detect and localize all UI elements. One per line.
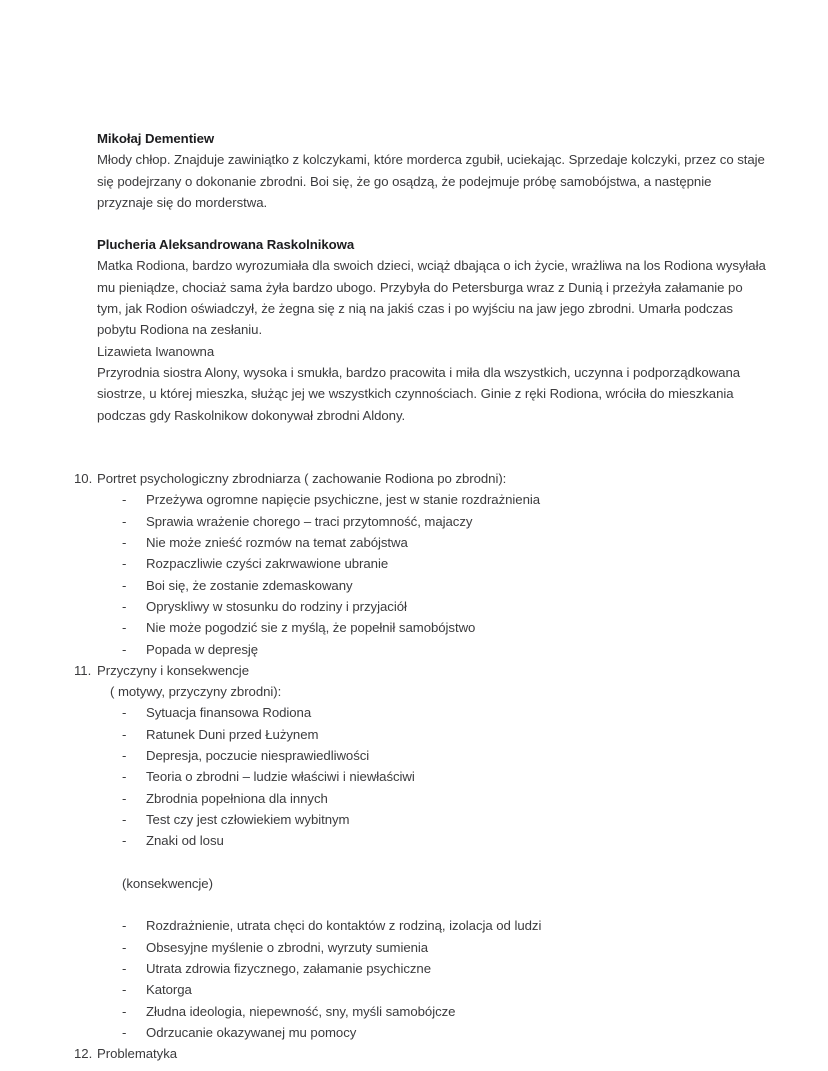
list-spacer <box>74 852 770 873</box>
list-item-text: Znaki od losu <box>146 833 224 849</box>
outline-number: 12. <box>74 1046 93 1062</box>
outline-number: 10. <box>74 471 93 487</box>
character-entry <box>97 234 770 340</box>
list-item <box>74 702 770 723</box>
dash-bullet-icon: - <box>122 748 127 764</box>
list-item-text: Teoria o zbrodni – ludzie właściwi i niewłaściwi <box>146 769 415 785</box>
list-item <box>74 745 770 766</box>
list-item-text: Rozpaczliwie czyści zakrwawione ubranie <box>146 556 389 572</box>
dash-bullet-icon: - <box>122 726 127 742</box>
dash-bullet-icon: - <box>122 492 127 508</box>
list-item-text: Sprawia wrażenie chorego – traci przytomność, majaczy <box>146 513 473 529</box>
character-description: Młody chłop. Znajduje zawiniątko z kolczykami, które morderca zgubił, uciekając. Sprzedaje kolczyki, przez co staje się podejrzany o dokonanie zbrodni. Boi się, że go osądzą, że podejmuje próbę samobójstwa, a następnie przyznaje się do morderstwa. <box>97 152 765 210</box>
outline-10-sublist <box>74 489 770 659</box>
outline-title: Portret psychologiczny zbrodniarza ( zachowanie Rodiona po zbrodni): <box>97 471 507 487</box>
list-item-text: Katorga <box>146 982 192 998</box>
dash-bullet-icon: - <box>122 939 127 955</box>
character-entry <box>97 128 770 213</box>
dash-bullet-icon: - <box>122 535 127 551</box>
list-item <box>74 915 770 936</box>
list-item <box>74 1022 770 1043</box>
list-item-text: Nie może pogodzić sie z myślą, że popełnił samobójstwo <box>146 620 476 636</box>
dash-bullet-icon: - <box>122 705 127 721</box>
list-item <box>74 617 770 638</box>
list-spacer <box>74 894 770 915</box>
outline-11-motives-list <box>74 702 770 851</box>
list-item <box>74 958 770 979</box>
list-item-text: Sytuacja finansowa Rodiona <box>146 705 312 721</box>
list-item-text: Przeżywa ogromne napięcie psychiczne, jest w stanie rozdrażnienia <box>146 492 541 508</box>
list-item <box>74 788 770 809</box>
character-name: Lizawieta Iwanowna <box>97 343 215 359</box>
list-item-text: Złudna ideologia, niepewność, sny, myśli samobójcze <box>146 1003 456 1019</box>
dash-bullet-icon: - <box>122 556 127 572</box>
list-item <box>74 724 770 745</box>
outline-item-10 <box>74 468 770 489</box>
dash-bullet-icon: - <box>122 641 127 657</box>
character-description: Matka Rodiona, bardzo wyrozumiała dla swoich dzieci, wciąż dbająca o ich życie, wrażliwa na los Rodiona wysyłała mu pieniądze, chociaż sama żyła bardzo ubogo. Przybyła do Petersburga wraz z Dunią i przeżyła załamanie po tym, jak Rodion oświadczył, że żegna się z nią na jakiś czas i po wyjściu na jaw jego zbrodni. Umarła podczas pobytu Rodiona na zesłaniu. <box>97 258 766 338</box>
consequences-label: (konsekwencje) <box>122 875 213 891</box>
list-item <box>74 489 770 510</box>
list-item-text: Zbrodnia popełniona dla innych <box>146 790 328 806</box>
list-item-text: Popada w depresję <box>146 641 259 657</box>
list-item <box>74 766 770 787</box>
list-item-text: Ratunek Duni przed Łużynem <box>146 726 319 742</box>
character-description: Przyrodnia siostra Alony, wysoka i smukła, bardzo pracowita i miła dla wszystkich, uczynna i podporządkowana siostrze, u której mieszka, służąc jej we wszystkich czynnościach. Ginie z ręki Rodiona, wróciła do mieszkania podczas gdy Raskolnikow dokonywał zbrodni Aldony. <box>97 364 741 423</box>
outline-title: Problematyka <box>97 1046 178 1062</box>
list-item-text: Boi się, że zostanie zdemaskowany <box>146 577 353 593</box>
list-item-text: Rozdrażnienie, utrata chęci do kontaktów z rodziną, izolacja od ludzi <box>146 918 542 934</box>
list-item-text: Odrzucanie okazywanej mu pomocy <box>146 1024 357 1040</box>
dash-bullet-icon: - <box>122 620 127 636</box>
dash-bullet-icon: - <box>122 577 127 593</box>
list-item <box>74 1001 770 1022</box>
list-item-text: Opryskliwy w stosunku do rodziny i przyjaciół <box>146 598 407 614</box>
list-item <box>74 809 770 830</box>
character-name: Plucheria Aleksandrowana Raskolnikowa <box>97 237 355 253</box>
list-item-text: Utrata zdrowia fizycznego, załamanie psychiczne <box>146 960 431 976</box>
character-entry <box>97 341 770 426</box>
document-body <box>74 128 770 1064</box>
dash-bullet-icon: - <box>122 769 127 785</box>
dash-bullet-icon: - <box>122 833 127 849</box>
dash-bullet-icon: - <box>122 811 127 827</box>
list-item <box>74 639 770 660</box>
outline-number: 11. <box>74 662 92 678</box>
list-item-text: Test czy jest człowiekiem wybitnym <box>146 811 350 827</box>
list-item <box>74 553 770 574</box>
list-item-text: Nie może znieść rozmów na temat zabójstwa <box>146 535 408 551</box>
dash-bullet-icon: - <box>122 960 127 976</box>
outline-11-consequences-list <box>74 915 770 1043</box>
list-item <box>74 596 770 617</box>
list-item <box>74 511 770 532</box>
list-item <box>74 830 770 851</box>
dash-bullet-icon: - <box>122 918 127 934</box>
character-name: Mikołaj Dementiew <box>97 131 215 146</box>
outline-11-subtitle: ( motywy, przyczyny zbrodni): <box>110 684 282 700</box>
list-item <box>74 532 770 553</box>
outline-title: Przyczyny i konsekwencje <box>97 662 249 678</box>
list-item <box>74 979 770 1000</box>
list-item-text: Obsesyjne myślenie o zbrodni, wyrzuty sumienia <box>146 939 429 955</box>
outline-item-12 <box>74 1043 770 1064</box>
dash-bullet-icon: - <box>122 1024 127 1040</box>
list-item <box>74 575 770 596</box>
section-spacer <box>74 447 770 468</box>
dash-bullet-icon: - <box>122 1003 127 1019</box>
dash-bullet-icon: - <box>122 513 127 529</box>
dash-bullet-icon: - <box>122 982 127 998</box>
dash-bullet-icon: - <box>122 790 127 806</box>
dash-bullet-icon: - <box>122 598 127 614</box>
outline-item-11 <box>74 660 770 681</box>
list-item <box>74 937 770 958</box>
list-item-text: Depresja, poczucie niesprawiedliwości <box>146 748 370 764</box>
